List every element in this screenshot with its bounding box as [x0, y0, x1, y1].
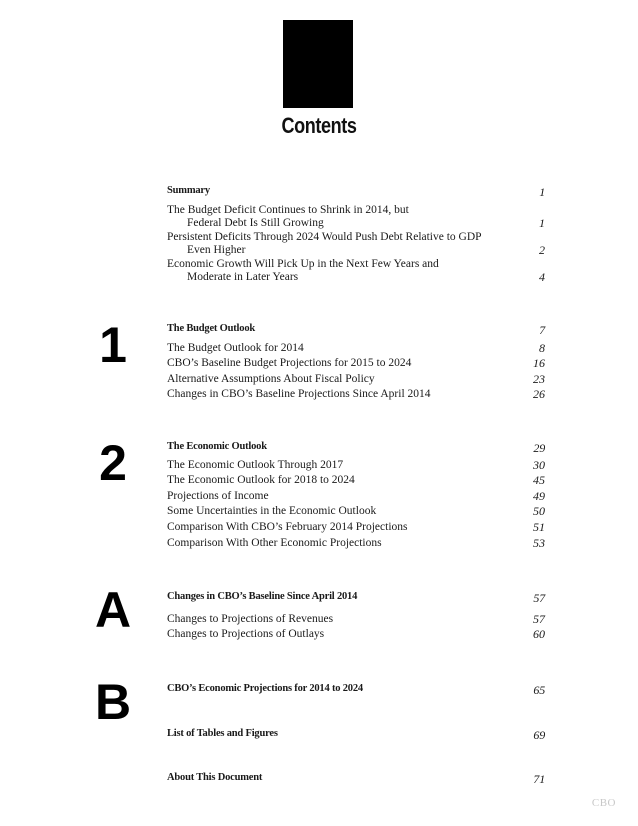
- toc-entry[interactable]: [167, 204, 545, 230]
- footer-logo-text: CBO: [591, 797, 616, 809]
- toc-page: 1: [539, 216, 545, 230]
- toc-entry[interactable]: [167, 537, 545, 550]
- toc-page: 65: [533, 683, 545, 697]
- toc-entry[interactable]: [167, 231, 545, 257]
- toc-entry-line: Persistent Deficits Through 2024 Would Push Debt Relative to GDP: [167, 231, 482, 243]
- toc-entry-line: Economic Growth Will Pick Up in the Next Few Years and: [167, 258, 439, 270]
- toc-chapter-heading[interactable]: [167, 323, 545, 337]
- toc-page: 2: [539, 243, 545, 257]
- toc-heading: The Budget Outlook: [167, 323, 256, 334]
- toc-heading: Changes in CBO’s Baseline Since April 2014: [167, 591, 358, 602]
- toc-entry-line: The Economic Outlook Through 2017: [167, 459, 344, 471]
- toc-entry[interactable]: [167, 490, 545, 503]
- toc-entry[interactable]: [167, 258, 545, 284]
- toc-entry-line: The Budget Outlook for 2014: [167, 342, 304, 354]
- toc-entry[interactable]: [167, 521, 545, 534]
- toc-heading: About This Document: [167, 772, 263, 783]
- toc-entry-line: Projections of Income: [167, 490, 269, 502]
- toc-page: 57: [533, 612, 545, 626]
- toc-page: 30: [533, 458, 545, 472]
- toc-entry-line: Comparison With Other Economic Projections: [167, 537, 382, 549]
- toc-entry-line: Alternative Assumptions About Fiscal Policy: [167, 373, 375, 385]
- toc-summary[interactable]: [167, 185, 545, 199]
- toc-page: 29: [533, 441, 545, 455]
- toc-page: 57: [533, 591, 545, 605]
- toc-page: 1: [539, 185, 545, 199]
- toc-appendix-heading[interactable]: [167, 591, 545, 605]
- toc-appendix-heading[interactable]: [167, 683, 545, 697]
- toc-entry-line: Changes to Projections of Revenues: [167, 613, 334, 625]
- toc-page: 7: [539, 323, 545, 337]
- toc-entry[interactable]: [167, 505, 545, 518]
- appendix-letter: A: [94, 582, 132, 638]
- toc-page: 53: [533, 536, 545, 550]
- toc-page: 71: [533, 772, 545, 786]
- toc-page: 8: [539, 341, 545, 355]
- appendix-letter: B: [94, 674, 132, 730]
- toc-entry[interactable]: [167, 357, 545, 370]
- toc-heading: List of Tables and Figures: [167, 728, 278, 739]
- toc-entry-line: Even Higher: [187, 244, 246, 256]
- toc-page: 50: [533, 504, 545, 518]
- toc-page: 16: [533, 356, 545, 370]
- toc-heading: CBO’s Economic Projections for 2014 to 2024: [167, 683, 363, 694]
- toc-page: 4: [539, 270, 545, 284]
- toc-page: 69: [533, 728, 545, 742]
- toc-heading: The Economic Outlook: [167, 441, 267, 452]
- toc-chapter-heading[interactable]: [167, 441, 545, 455]
- toc-page: 49: [533, 489, 545, 503]
- toc-entry[interactable]: [167, 342, 545, 355]
- toc-page: 45: [533, 473, 545, 487]
- toc-entry-line: Changes to Projections of Outlays: [167, 628, 325, 640]
- toc-entry[interactable]: [167, 613, 545, 626]
- toc-entry-line: Some Uncertainties in the Economic Outlook: [167, 505, 377, 517]
- chapter-number: 2: [99, 435, 127, 491]
- toc-back-matter[interactable]: [167, 728, 545, 742]
- toc-back-matter[interactable]: [167, 772, 545, 786]
- toc-entry[interactable]: [167, 388, 545, 401]
- toc-entry-line: Federal Debt Is Still Growing: [187, 217, 324, 229]
- toc-entry-line: The Budget Deficit Continues to Shrink in 2014, but: [167, 204, 409, 216]
- header-black-block: [283, 20, 353, 108]
- toc-entry-line: CBO’s Baseline Budget Projections for 2015 to 2024: [167, 357, 412, 369]
- toc-entry[interactable]: [167, 474, 545, 487]
- toc-entry-line: Changes in CBO’s Baseline Projections Since April 2014: [167, 388, 431, 400]
- toc-entry-line: Moderate in Later Years: [187, 271, 299, 283]
- toc-entry[interactable]: [167, 459, 545, 472]
- toc-page: 60: [533, 627, 545, 641]
- toc-page: 26: [533, 387, 545, 401]
- toc-entry[interactable]: [167, 373, 545, 386]
- toc-heading: Summary: [167, 185, 210, 196]
- toc-page: 51: [533, 520, 545, 534]
- toc-page: 23: [533, 372, 545, 386]
- toc-entry-line: Comparison With CBO’s February 2014 Projections: [167, 521, 408, 533]
- toc-entry-line: The Economic Outlook for 2018 to 2024: [167, 474, 355, 486]
- toc-entry[interactable]: [167, 628, 545, 641]
- chapter-number: 1: [99, 317, 127, 373]
- page-title: Contents: [281, 113, 357, 138]
